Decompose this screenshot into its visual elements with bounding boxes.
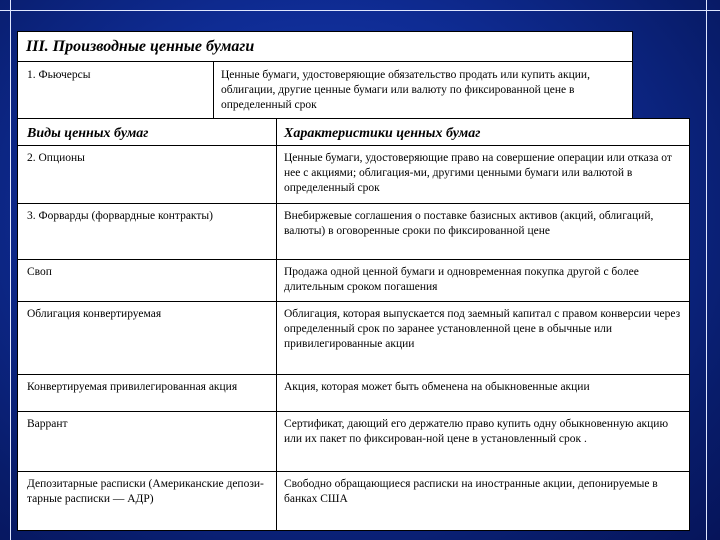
- header-col2: Характеристики ценных бумаг: [284, 126, 481, 141]
- futures-desc: Ценные бумаги, удостоверяющие обязательство продать или купить акции, облигации, другие ценные бумаги или валюту по фиксированной цене в определенный срок: [221, 69, 590, 111]
- futures-name: 1. Фьючерсы: [27, 69, 91, 81]
- row-desc: Свободно обращающиеся расписки на иностранные акции, депонируемые в банках США: [284, 478, 658, 505]
- row-name: 3. Форварды (форвардные контракты): [27, 210, 213, 222]
- header-col1: Виды ценных бумаг: [27, 126, 149, 141]
- page-title: III. Производные ценные бумаги: [26, 38, 255, 55]
- row-desc: Сертификат, дающий его держателю право купить одну обыкновенную акцию или их пакет по фиксирован-ной цене в установленный срок .: [284, 418, 669, 445]
- frame-line-top: [0, 10, 720, 11]
- row-name: Облигация конвертируемая: [27, 308, 162, 320]
- row-name: Конвертируемая привилегированная акция: [27, 381, 238, 393]
- row-name: Своп: [27, 266, 52, 278]
- frame-line-left: [10, 0, 11, 540]
- row-name: Варрант: [27, 418, 68, 430]
- row-desc: Акция, которая может быть обменена на обыкновенные акции: [284, 381, 590, 393]
- row-desc: Внебиржевые соглашения о поставке базисных активов (акций, облигаций, валюты) в оговоренные сроки по фиксированной цене: [284, 210, 654, 237]
- frame-line-right: [706, 0, 707, 540]
- main-table: [17, 118, 690, 531]
- row-desc: Ценные бумаги, удостоверяющие право на совершение операции или отказа от нее с акциями; облигация-ми, другими ценными бумаги или валютой в определенный срок: [284, 152, 672, 194]
- row-name: Депозитарные расписки (Американские депози-тарные расписки — АДР): [27, 478, 264, 505]
- row-desc: Продажа одной ценной бумаги и одновременная покупка другой с более длительным сроком погашения: [284, 266, 639, 293]
- row-name: 2. Опционы: [27, 152, 85, 164]
- row-desc: Облигация, которая выпускается под заемный капитал с правом конверсии через определенный срок по заранее установленной цене в обычные или привилегированные акции: [284, 308, 681, 350]
- top-panel: [17, 31, 633, 123]
